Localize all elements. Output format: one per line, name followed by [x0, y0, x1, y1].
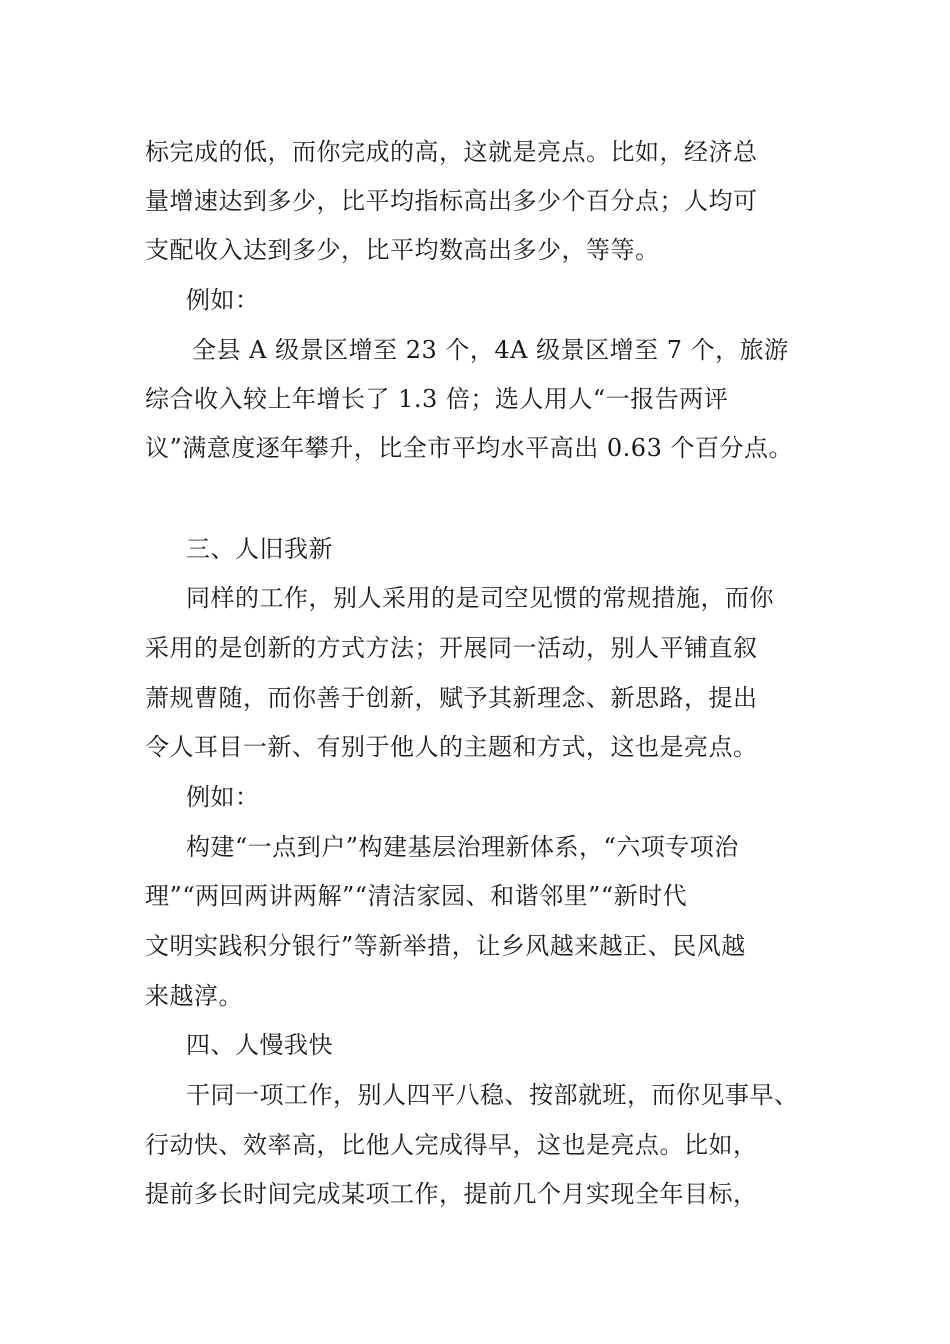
paragraph-line: 全县 A 级景区增至 23 个，4A 级景区增至 7 个，旅游: [192, 336, 789, 364]
paragraph-line: 文明实践积分银行”等新举措，让乡风越来越正、民风越: [145, 932, 746, 960]
paragraph-line: 来越淳。: [145, 982, 243, 1010]
paragraph-line: 行动快、效率高，比他人完成得早，这也是亮点。比如，: [145, 1131, 758, 1159]
section-heading: 四、人慢我快: [186, 1031, 333, 1059]
example-label: 例如：: [186, 783, 260, 811]
paragraph-line: 标完成的低，而你完成的高，这就是亮点。比如，经济总: [145, 138, 758, 166]
paragraph-line: 萧规曹随，而你善于创新，赋予其新理念、新思路，提出: [145, 684, 758, 712]
paragraph-line: 量增速达到多少，比平均指标高出多少个百分点；人均可: [145, 187, 758, 215]
paragraph-line: 提前多长时间完成某项工作，提前几个月实现全年目标，: [145, 1180, 758, 1208]
paragraph-line: 理”“两回两讲两解”“清洁家园、和谐邻里”“新时代: [145, 882, 688, 910]
paragraph-line: 构建“一点到户”构建基层治理新体系，“六项专项治: [186, 833, 739, 861]
paragraph-line: 同样的工作，别人采用的是司空见惯的常规措施，而你: [186, 584, 774, 612]
example-label: 例如：: [186, 286, 260, 314]
paragraph-line: 采用的是创新的方式方法；开展同一活动，别人平铺直叙: [145, 634, 758, 662]
section-heading: 三、人旧我新: [186, 535, 333, 563]
paragraph-line: 令人耳目一新、有别于他人的主题和方式，这也是亮点。: [145, 733, 758, 761]
paragraph-line: 干同一项工作，别人四平八稳、按部就班，而你见事早、: [186, 1081, 799, 1109]
paragraph-line: 综合收入较上年增长了 1.3 倍；选人用人“一报告两评: [145, 385, 729, 413]
paragraph-line: 议”满意度逐年攀升，比全市平均水平高出 0.63 个百分点。: [145, 434, 793, 462]
paragraph-line: 支配收入达到多少，比平均数高出多少，等等。: [145, 236, 660, 264]
